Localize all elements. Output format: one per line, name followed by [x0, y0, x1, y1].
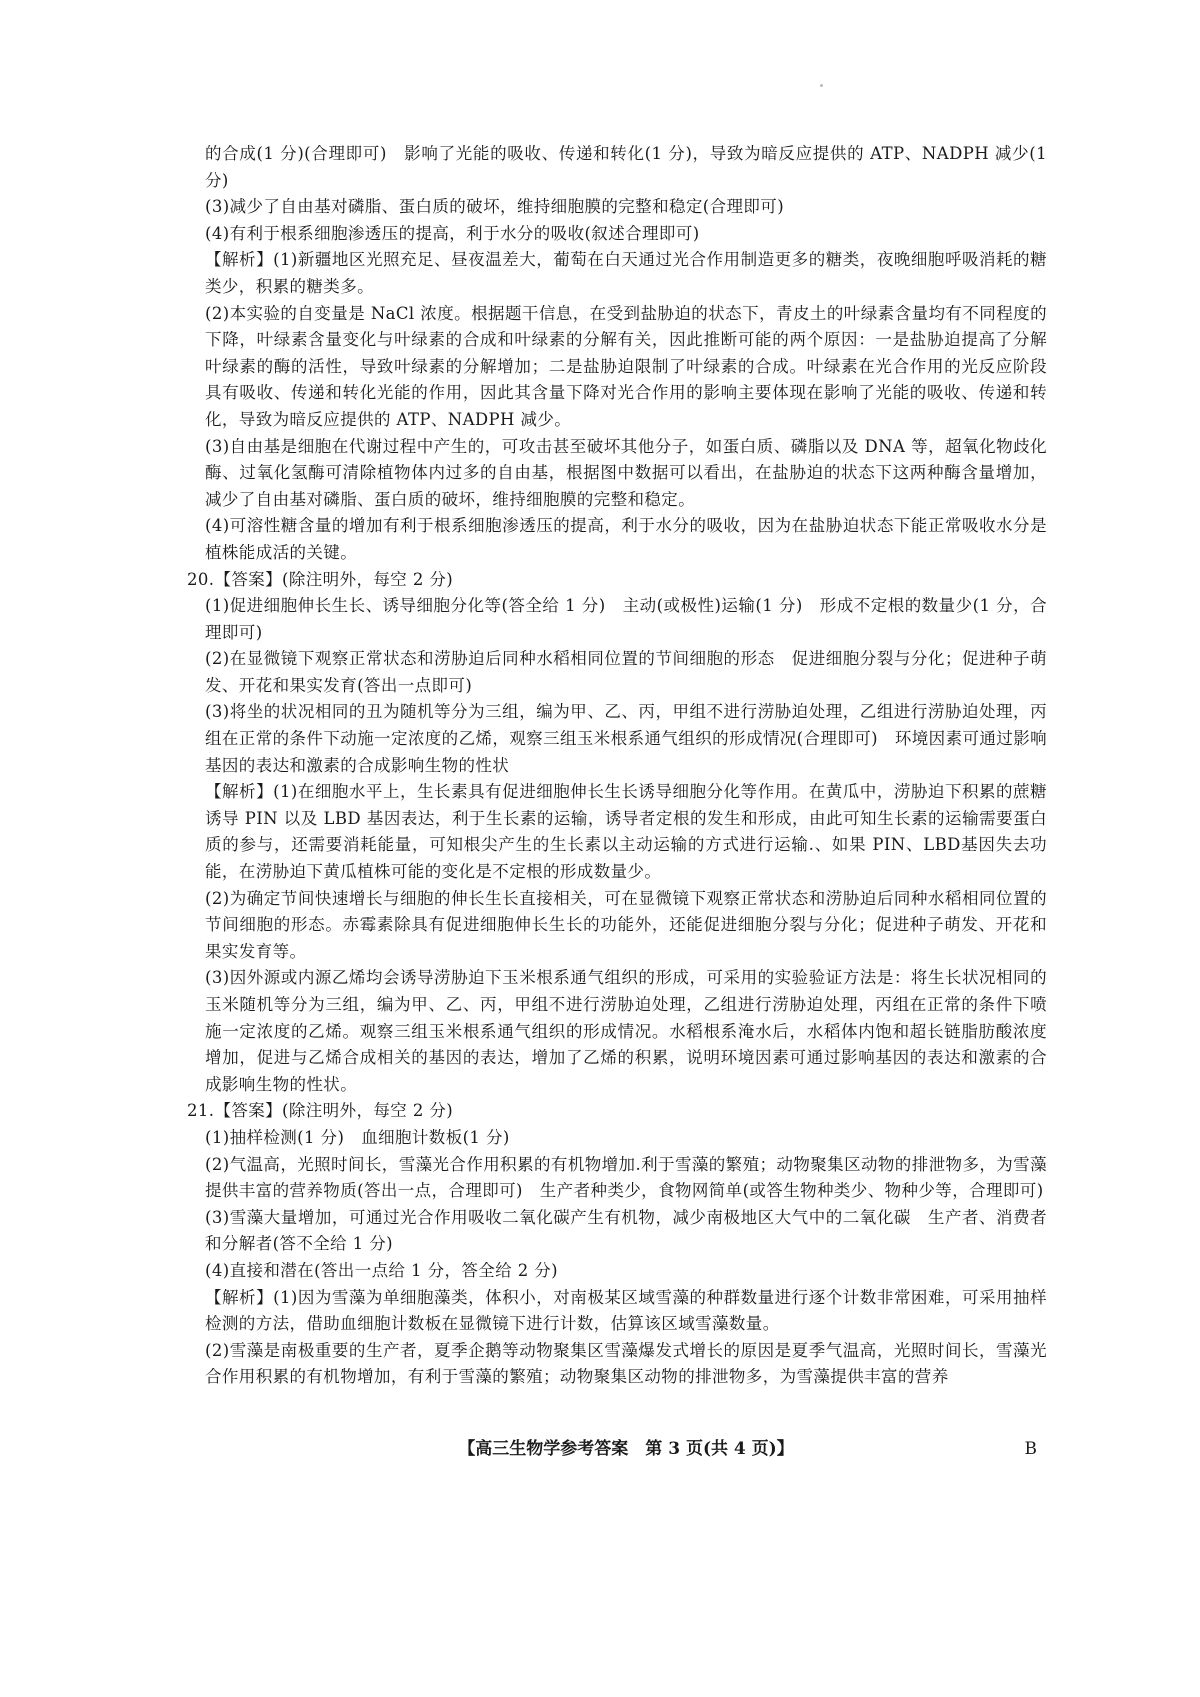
- paragraph: 【解析】(1)在细胞水平上，生长素具有促进细胞伸长生长诱导细胞分化等作用。在黄瓜中，涝胁迫下积累的蔗糖诱导 PIN 以及 LBD 基因表达，利于生长素的运输，诱导者定根的发生和形成，由此可知生长素的运输需要蛋白质的参与，还需要消耗能量，可知根尖产生的生长素以主动运输的方式进行运输.、如果 PIN、LBD基因失去功能，在涝胁迫下黄瓜植株可能的变化是不定根的形成数量少。: [205, 782, 1047, 882]
- paragraph: 【解析】(1)新疆地区光照充足、昼夜温差大，葡萄在白天通过光合作用制造更多的糖类，夜晚细胞呼吸消耗的糖类少，积累的糖类多。: [205, 250, 1047, 296]
- paragraph: (3)将坐的状况相同的丑为随机等分为三组，编为甲、乙、丙，甲组不进行涝胁迫处理，乙组进行涝胁迫处理，丙组在正常的条件下动施一定浓度的乙烯，观察三组玉米根系通气组织的形成情况(合理即可) 环境因素可通过影响基因的表达和激素的合成影响生物的性状: [205, 702, 1047, 775]
- paragraph: (2)为确定节间快速增长与细胞的伸长生长直接相关，可在显微镜下观察正常状态和涝胁迫后同种水稻相同位置的节间细胞的形态。赤霉素除具有促进细胞伸长生长的功能外，还能促进细胞分裂与分化；促进种子萌发、开花和果实发育等。: [205, 888, 1047, 961]
- page-footer: [205, 1436, 1047, 1462]
- paragraph: (3)雪藻大量增加，可通过光合作用吸收二氧化碳产生有机物，减少南极地区大气中的二氧化碳 生产者、消费者和分解者(答不全给 1 分): [205, 1207, 1047, 1254]
- paragraph: (4)有利于根系细胞渗透压的提高，利于水分的吸收(叙述合理即可): [205, 223, 700, 243]
- paragraph: (1)抽样检测(1 分) 血细胞计数板(1 分): [205, 1127, 510, 1147]
- question-20-heading: 20.【答案】(除注明外，每空 2 分): [187, 569, 454, 589]
- paragraph: (1)促进细胞伸长生长、诱导细胞分化等(答全给 1 分) 主动(或极性)运输(1 分) 形成不定根的数量少(1 分，合理即可): [205, 596, 1047, 642]
- paragraph: 【解析】(1)因为雪藻为单细胞藻类，体积小，对南极某区域雪藻的种群数量进行逐个计数非常困难，可采用抽样检测的方法，借助血细胞计数板在显微镜下进行计数，估算该区域雪藻数量。: [205, 1287, 1047, 1334]
- version-label: B: [1024, 1439, 1037, 1459]
- paragraph: (2)在显微镜下观察正常状态和涝胁迫后同种水稻相同位置的节间细胞的形态 促进细胞分裂与分化；促进种子萌发、开花和果实发育(答出一点即可): [205, 649, 1047, 695]
- paragraph: (2)雪藻是南极重要的生产者，夏季企鹅等动物聚集区雪藻爆发式增长的原因是夏季气温高，光照时间长，雪藻光合作用积累的有机物增加，有利于雪藻的繁殖；动物聚集区动物的排泄物多，为雪藻提供丰富的营养: [205, 1340, 1047, 1387]
- paragraph: (2)本实验的自变量是 NaCl 浓度。根据题干信息，在受到盐胁迫的状态下，青皮土的叶绿素含量均有不同程度的下降，叶绿素含量变化与叶绿素的合成和叶绿素的分解有关，因此推断可能的两个原因：一是盐胁迫提高了分解叶绿素的酶的活性，导致叶绿素的分解增加；二是盐胁迫限制了叶绿素的合成。叶绿素在光合作用的光反应阶段具有吸收、传递和转化光能的作用，因此其含量下降对光合作用的影响主要体现在影响了光能的吸收、传递和转化，导致为暗反应提供的 ATP、NADPH 减少。: [205, 303, 1047, 429]
- footer-title: 【高三生物学参考答案 第 3 页(共 4 页)】: [458, 1439, 794, 1459]
- paragraph: (3)减少了自由基对磷脂、蛋白质的破坏，维持细胞膜的完整和稳定(合理即可): [205, 197, 785, 217]
- question-21-heading: 21.【答案】(除注明外，每空 2 分): [187, 1101, 454, 1121]
- paragraph: 的合成(1 分)(合理即可) 影响了光能的吸收、传递和转化(1 分)，导致为暗反应提供的 ATP、NADPH 减少(1 分): [205, 144, 1047, 190]
- paragraph: (3)因外源或内源乙烯均会诱导涝胁迫下玉米根系通气组织的形成，可采用的实验验证方法是：将生长状况相同的玉米随机等分为三组，编为甲、乙、丙，甲组不进行涝胁迫处理，乙组进行涝胁迫处理，丙组在正常的条件下喷施一定浓度的乙烯。观察三组玉米根系通气组织的形成情况。水稻根系淹水后，水稻体内饱和超长链脂肪酸浓度增加，促进与乙烯合成相关的基因的表达，增加了乙烯的积累，说明环境因素可通过影响基因的表达和激素的合成影响生物的性状。: [205, 968, 1047, 1094]
- paragraph: (3)自由基是细胞在代谢过程中产生的，可攻击甚至破坏其他分子，如蛋白质、磷脂以及 DNA 等，超氧化物歧化酶、过氧化氢酶可清除植物体内过多的自由基，根据图中数据可以看出，在盐胁迫的状态下这两种酶含量增加，减少了自由基对磷脂、蛋白质的破坏，维持细胞膜的完整和稳定。: [205, 436, 1047, 509]
- scan-speck: [820, 84, 823, 87]
- paragraph: (4)可溶性糖含量的增加有利于根系细胞渗透压的提高，利于水分的吸收，因为在盐胁迫状态下能正常吸收水分是植株能成活的关键。: [205, 516, 1047, 562]
- paragraph: (4)直接和潜在(答出一点给 1 分，答全给 2 分): [205, 1260, 559, 1280]
- paragraph: (2)气温高，光照时间长，雪藻光合作用积累的有机物增加.利于雪藻的繁殖；动物聚集区动物的排泄物多，为雪藻提供丰富的营养物质(答出一点，合理即可) 生产者种类少，食物网简单(或答生物种类少、物种少等，合理即可): [205, 1154, 1047, 1201]
- answer-content: [187, 141, 1047, 1391]
